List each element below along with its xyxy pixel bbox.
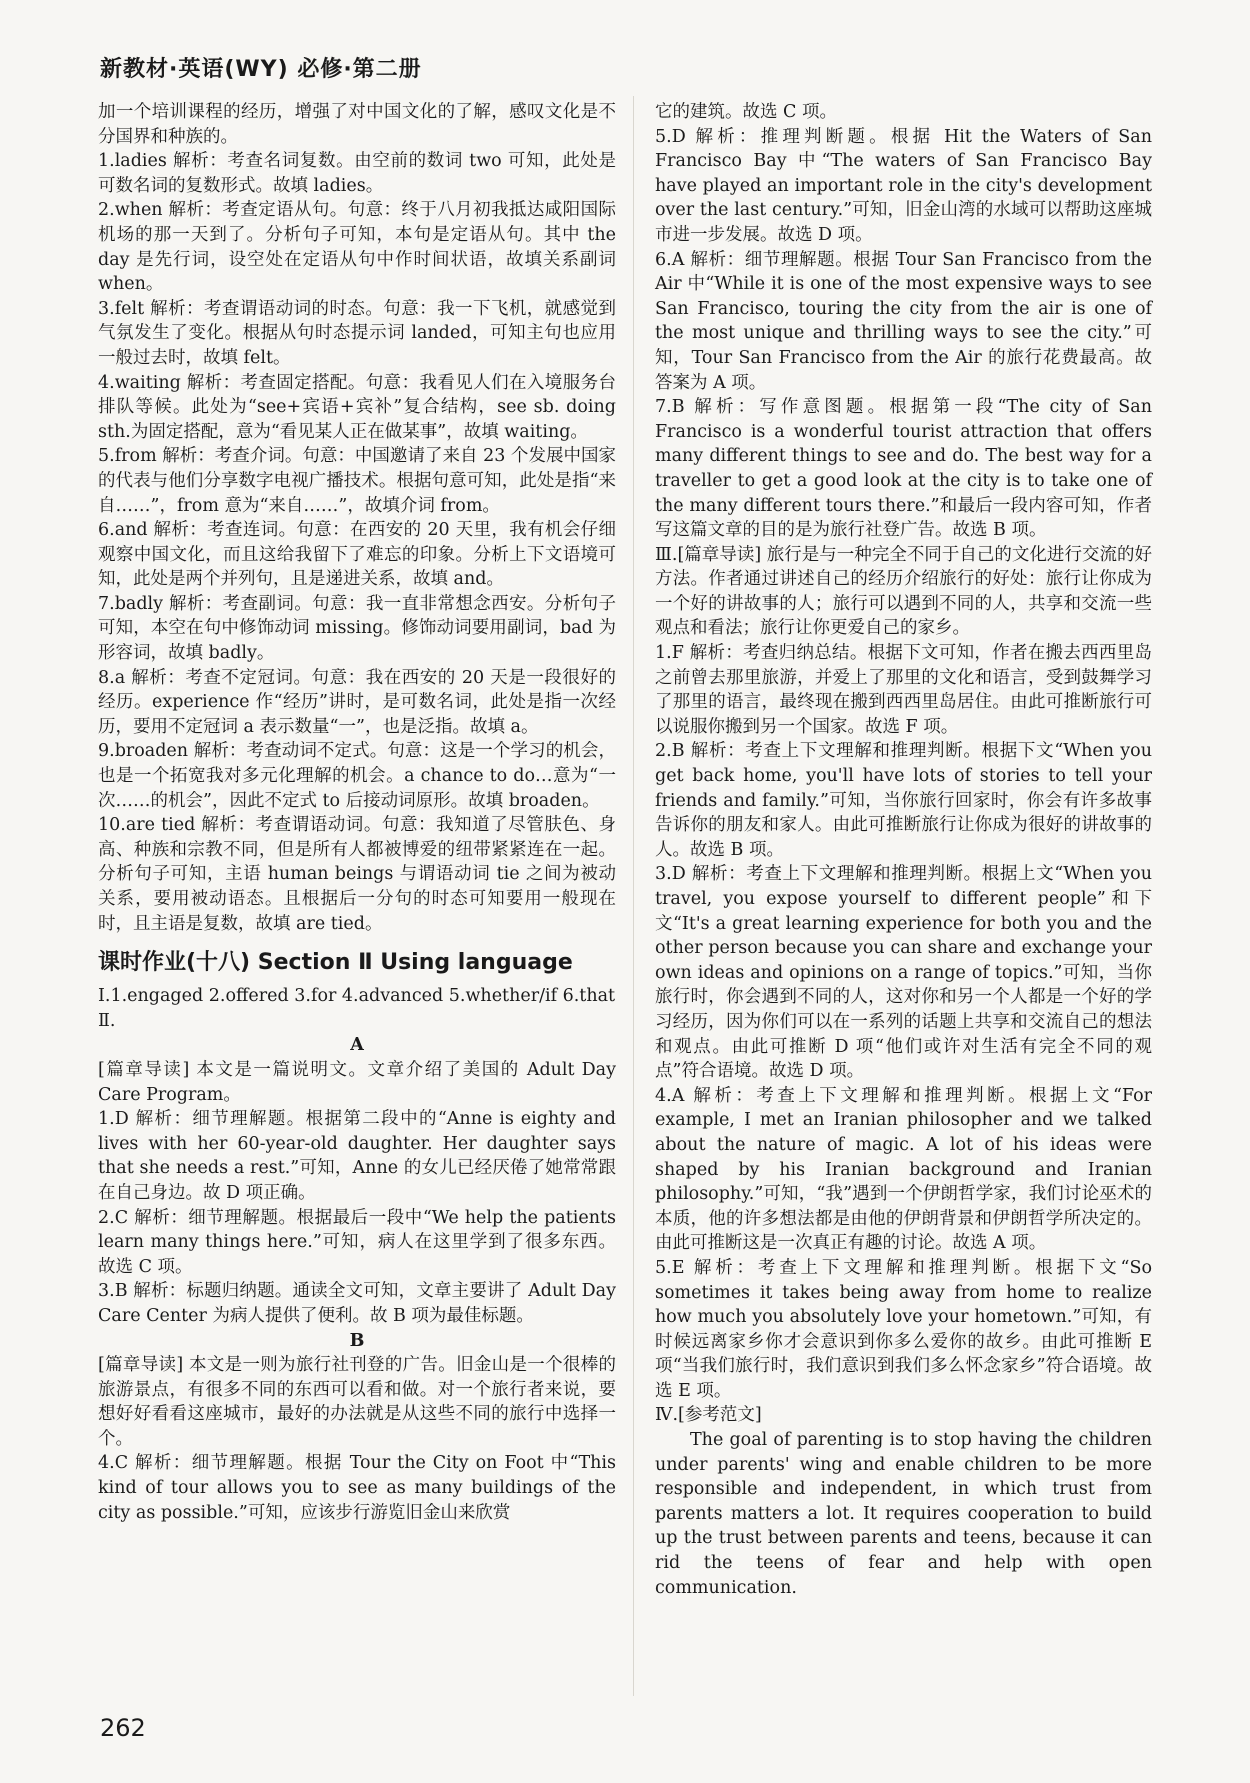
part-label: Ⅱ. (98, 1010, 116, 1031)
answer-item: 2.B 解析：考查上下文理解和推理判断。根据下文“When you get back home, you'll have lots of stories to tell your friends and family.”可知，当你旅行回家时，你会有许多故事告诉你的朋友和家人。由此可推断旅行让你成为很好的讲故事的人。故选 B 项。 (655, 741, 1152, 860)
section-title: 课时作业(十八) Section Ⅱ Using language (98, 950, 573, 976)
page-header: 新教材·英语(WY) 必修·第二册 (100, 57, 422, 82)
answer-item: 5.D 解析：推理判断题。根据 Hit the Waters of San Francisco Bay 中“The waters of San Francisco Bay have played an important role in the city's development over the last century.”可知，旧金山湾的水域可以帮助这座城市进一步发展。故选 D 项。 (655, 126, 1152, 245)
answer-item: 3.B 解析：标题归纳题。通读全文可知，文章主要讲了 Adult Day Care Center 为病人提供了便利。故 B 项为最佳标题。 (98, 1281, 616, 1326)
passage-guide: [篇章导读] 本文是一则为旅行社刊登的广告。旧金山是一个很棒的旅游景点，有很多不同的东西可以看和做。对一个旅行者来说，要想好好看看这座城市，最好的办法就是从这些不同的旅行中选择一个。 (98, 1355, 616, 1449)
part-label: Ⅳ.[参考范文] (655, 1405, 762, 1426)
answer-item: 5.E 解析：考查上下文理解和推理判断。根据下文“So sometimes it takes being away from home to realize how much you absolutely love your hometown.”可知，有时候远离家乡你才会意识到你多么爱你的故乡。由此可推断 E 项“当我们旅行时，我们意识到我们多么怀念家乡”符合语境。故选 E 项。 (655, 1257, 1152, 1401)
answer-item: 1.D 解析：细节理解题。根据第二段中的“Anne is eighty and lives with her 60-year-old daughter. Her daughter says that she needs a rest.”可知，Anne 的女儿已经厌倦了她常常跟在自己身边。故 D 项正确。 (98, 1109, 616, 1203)
answer-item: 10.are tied 解析：考查谓语动词。句意：我知道了尽管肤色、身高、种族和宗教不同，但是所有人都被博爱的纽带紧紧连在一起。分析句子可知，主语 human beings 与谓语动词 tie 之间为被动关系，要用被动语态。且根据后一分句的时态可知要用一般现在时，且主语是复数，故填 are tied。 (98, 815, 616, 934)
left-column (98, 100, 616, 1525)
passage-label: A (350, 1035, 364, 1056)
answer-item: 6.and 解析：考查连词。句意：在西安的 20 天里，我有机会仔细观察中国文化，而且这给我留下了难忘的印象。分析上下文语境可知，此处是两个并列句，且是递进关系，故填 and。 (98, 520, 616, 590)
passage-label: B (349, 1330, 365, 1351)
answer-item: 4.waiting 解析：考查固定搭配。句意：我看见人们在入境服务台排队等候。此处为“see+宾语+宾补”复合结构，see sb. doing sth.为固定搭配，意为“看见某人正在做某事”，故填 waiting。 (98, 372, 616, 442)
answer-item: 3.felt 解析：考查谓语动词的时态。句意：我一下飞机，就感觉到气氛发生了变化。根据从句时态提示词 landed，可知主句也应用一般过去时，故填 felt。 (98, 298, 616, 368)
answer-item: Ⅰ.1.engaged 2.offered 3.for 4.advanced 5.whether/if 6.that (98, 986, 616, 1007)
answer-item: 1.ladies 解析：考查名词复数。由空前的数词 two 可知，此处是可数名词的复数形式。故填 ladies。 (98, 151, 616, 196)
paragraph: 它的建筑。故选 C 项。 (655, 102, 838, 122)
answer-item: 6.A 解析：细节理解题。根据 Tour San Francisco from the Air 中“While it is one of the most expensive ways to see San Francisco, touring the city from the air is one of the most unique and thrilling ways to see the city.”可知，Tour San Francisco from the Air 的旅行花费最高。故答案为 A 项。 (655, 249, 1152, 393)
model-essay: The goal of parenting is to stop having the children under parents' wing and enable children to be more responsible and independent, in which trust from parents matters a lot. It requires cooperation to build up the trust between parents and teens, because it can rid the teens of fear and help with open communication. (655, 1430, 1152, 1598)
answer-item: 7.badly 解析：考查副词。句意：我一直非常想念西安。分析句子可知，本空在句中修饰动词 missing。修饰动词要用副词，bad 为形容词，故填 badly。 (98, 593, 616, 664)
answer-item: 5.from 解析：考查介词。句意：中国邀请了来自 23 个发展中国家的代表与他们分享数字电视广播技术。根据句意可知，此处是指“来自……”，from 意为“来自……”，故填介词 from。 (98, 446, 616, 516)
answer-item: 4.C 解析：细节理解题。根据 Tour the City on Foot 中“This kind of tour allows you to see as many buildings of the city as possible.”可知，应该步行游览旧金山来欣赏 (98, 1453, 616, 1523)
answer-item: 2.when 解析：考查定语从句。句意：终于八月初我抵达咸阳国际机场的那一天到了。分析句子可知，本句是定语从句。其中 the day 是先行词，设空处在定语从句中作时间状语，故填关系副词 when。 (98, 200, 616, 295)
answer-item: 4.A 解析：考查上下文理解和推理判断。根据上文“For example, I met an Iranian philosopher and we talked about the nature of magic. A lot of his ideas were shaped by his Iranian background and Iranian philosophy.”可知，“我”遇到一个伊朗哲学家，我们讨论巫术的本质，他的许多想法都是由他的伊朗背景和伊朗哲学所决定的。由此可推断这是一次真正有趣的讨论。故选 A 项。 (655, 1085, 1152, 1254)
paragraph: 加一个培训课程的经历，增强了对中国文化的了解，感叹文化是不分国界和种族的。 (98, 102, 616, 147)
answer-item: 2.C 解析：细节理解题。根据最后一段中“We help the patients learn many things here.”可知，病人在这里学到了很多东西。故选 C 项。 (98, 1207, 616, 1277)
answer-item: 3.D 解析：考查上下文理解和推理判断。根据上文“When you travel, you expose yourself to different people”和下文“It's a great learning experience for both you and the other person because you can share and exchange your own ideas and opinions on a range of topics.”可知，当你旅行时，你会遇到不同的人，这对你和另一个人都是一个好的学习经历，因为你们可以在一系列的话题上共享和交流自己的想法和观点。由此可推断 D 项“他们或许对生活有完全不同的观点”符合语境。故选 D 项。 (655, 864, 1152, 1082)
answer-item: 1.F 解析：考查归纳总结。根据下文可知，作者在搬去西西里岛之前曾去那里旅游，并爱上了那里的文化和语言，受到鼓舞学习了那里的语言，最终现在搬到西西里岛居住。由此可推断旅行可以说服你搬到另一个国家。故选 F 项。 (655, 643, 1152, 737)
answer-item: 7.B 解析：写作意图题。根据第一段“The city of San Francisco is a wonderful tourist attraction that offers many different things to see and do. The best way for a traveller to get a good look at the city is to take one of the many different tours there.”和最后一段内容可知，作者写这篇文章的目的是为旅行社登广告。故选 B 项。 (655, 397, 1152, 541)
right-column (655, 100, 1152, 1600)
page-number: 262 (100, 1714, 146, 1742)
column-divider (633, 96, 634, 1696)
passage-guide: Ⅲ.[篇章导读] 旅行是与一种完全不同于自己的文化进行交流的好方法。作者通过讲述自己的经历介绍旅行的好处：旅行让你成为一个好的讲故事的人；旅行可以遇到不同的人，共享和交流一些观点和看法；旅行让你更爱自己的家乡。 (655, 544, 1152, 639)
passage-guide: [篇章导读] 本文是一篇说明文。文章介绍了美国的 Adult Day Care Program。 (98, 1059, 616, 1105)
answer-item: 9.broaden 解析：考查动词不定式。句意：这是一个学习的机会，也是一个拓宽我对多元化理解的机会。a chance to do…意为“一次……的机会”，因此不定式 to 后接动词原形。故填 broaden。 (98, 741, 616, 811)
answer-item: 8.a 解析：考查不定冠词。句意：我在西安的 20 天是一段很好的经历。experience 作“经历”讲时，是可数名词，此处是指一次经历，要用不定冠词 a 表示数量“一”，也是泛指。故填 a。 (98, 667, 616, 737)
